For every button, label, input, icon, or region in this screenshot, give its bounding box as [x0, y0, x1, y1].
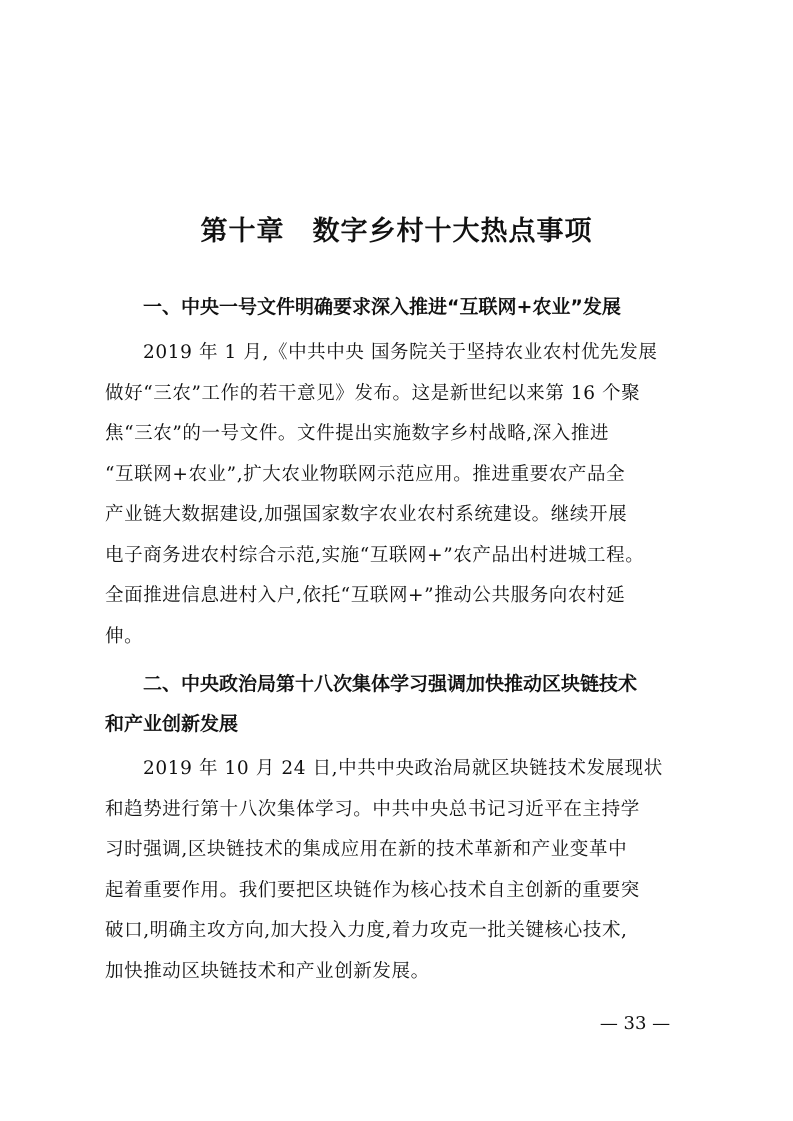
paragraph-line: 2019 年 1 月,《中共中央 国务院关于坚持农业农村优先发展	[143, 342, 658, 363]
paragraph-line: 习时强调,区块链技术的集成应用在新的技术革新和产业变革中	[105, 839, 628, 860]
section-2-paragraph	[105, 749, 695, 992]
paragraph-line: 伸。	[105, 625, 144, 647]
paragraph-line: 破口,明确主攻方向,加大投入力度,着力攻克一批关键核心技术,	[105, 920, 628, 941]
section-2-heading-line: 二、中央政治局第十八次集体学习强调加快推动区块链技术	[143, 673, 638, 695]
section-2-heading-line: 和产业创新发展	[105, 713, 239, 735]
paragraph-line: 电子商务进农村综合示范,实施“互联网+”农产品出村进城工程。	[105, 544, 645, 566]
paragraph-line: “互联网+农业”,扩大农业物联网示范应用。推进重要农产品全	[105, 463, 626, 485]
paragraph-line: 全面推进信息进村入户,依托“互联网+”推动公共服务向农村延	[105, 585, 626, 606]
paragraph-line: 起着重要作用。我们要把区块链作为核心技术自主创新的重要突	[105, 879, 640, 901]
paragraph-line: 2019 年 10 月 24 日,中共中央政治局就区块链技术发展现状	[143, 758, 663, 779]
chapter-title: 第十章 数字乡村十大热点事项	[200, 216, 593, 247]
paragraph-line: 焦“三农”的一号文件。文件提出实施数字乡村战略,深入推进	[105, 423, 610, 444]
paragraph-line: 产业链大数据建设,加强国家数字农业农村系统建设。继续开展	[105, 504, 628, 525]
section-1-heading-line: 一、中央一号文件明确要求深入推进“互联网+农业”发展	[143, 296, 621, 318]
paragraph-line: 和趋势进行第十八次集体学习。中共中央总书记习近平在主持学	[105, 798, 640, 820]
section-1-heading	[105, 287, 695, 327]
section-1-paragraph	[105, 333, 695, 657]
section-2-heading	[105, 664, 695, 744]
paragraph-line: 加快推动区块链技术和产业创新发展。	[105, 960, 430, 982]
paragraph-line: 做好“三农”工作的若干意见》发布。这是新世纪以来第 16 个聚	[105, 382, 641, 404]
page-number: — 33 —	[599, 1013, 671, 1034]
